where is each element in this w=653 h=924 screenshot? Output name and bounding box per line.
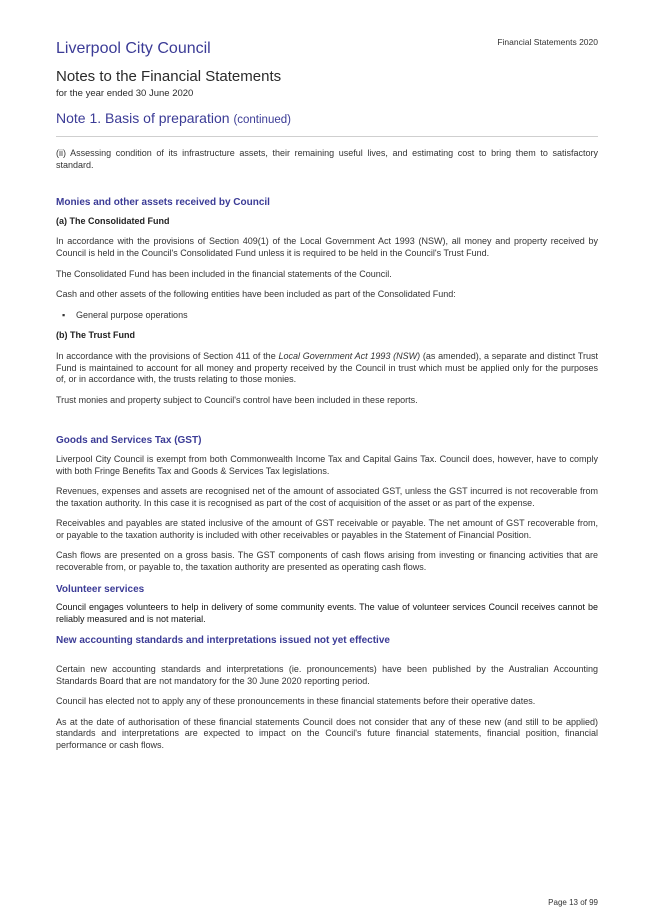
gst-paragraph-4: Cash flows are presented on a gross basis. The GST components of cash flows arising from investing or financing activities that are recoverable from, or payable to, the taxation authority are presented as operating cash flows. xyxy=(56,550,598,573)
trust-paragraph-2: Trust monies and property subject to Council's control have been included in these reports. xyxy=(56,394,418,405)
page-number: Page 13 of 99 xyxy=(548,898,598,907)
intro-paragraph: (ii) Assessing condition of its infrastructure assets, their remaining useful lives, and estimating cost to bring them to satisfactory standard. xyxy=(56,148,598,170)
document-label: Financial Statements 2020 xyxy=(497,37,598,47)
note-title-text: Note 1. Basis of preparation xyxy=(56,110,230,126)
standards-paragraph-2: Council has elected not to apply any of these pronouncements in these financial statements before their operative dates. xyxy=(56,696,536,707)
standards-paragraph-3: As at the date of authorisation of these financial statements Council does not consider that any of these new (and still to be applied) standards and interpretations are expected to impact on the Council's future financial statements, financial position, financial performance or cash flows. xyxy=(56,716,598,750)
consolidated-paragraph-2: The Consolidated Fund has been included in the financial statements of the Council. xyxy=(56,268,392,279)
monies-heading: Monies and other assets received by Council xyxy=(56,197,270,209)
consolidated-paragraph-3: Cash and other assets of the following entities have been included as part of the Consolidated Fund: xyxy=(56,289,456,300)
notes-title: Notes to the Financial Statements xyxy=(56,68,282,85)
page-content xyxy=(56,148,598,752)
trust-text-b: (as amended), a separate and distinct Trust Fund is maintained to account for all money and property received by the Council in trust which must be applied only for the purposes of, or in accordance with, the trusts relating to those monies. xyxy=(56,350,598,385)
consolidated-fund-heading: (a) The Consolidated Fund xyxy=(56,215,170,226)
gst-paragraph-3: Receivables and payables are stated inclusive of the amount of GST receivable or payable. The net amount of GST recoverable from, or payable to the taxation authority is included with other receivables or payables in the Statement of Financial Position. xyxy=(56,518,598,540)
note-title xyxy=(56,110,291,126)
header-divider xyxy=(56,136,598,137)
act-reference: Local Government Act 1993 (NSW) xyxy=(278,350,421,361)
volunteer-heading: Volunteer services xyxy=(56,583,145,595)
gst-heading: Goods and Services Tax (GST) xyxy=(56,435,202,447)
volunteer-paragraph: Council engages volunteers to help in delivery of some community events. The value of volunteer services Council receives cannot be reliably measured and is not material. xyxy=(56,602,598,624)
gst-paragraph-1: Liverpool City Council is exempt from both Commonwealth Income Tax and Capital Gains Tax. Council does, however, have to comply with both Fringe Benefits Tax and Goods & Services Tax legislations. xyxy=(56,453,598,476)
reporting-period: for the year ended 30 June 2020 xyxy=(56,88,194,99)
standards-heading: New accounting standards and interpretations issued not yet effective xyxy=(56,635,390,647)
gst-paragraph-2: Revenues, expenses and assets are recognised net of the amount of associated GST, unless the GST incurred is not recoverable from the taxation authority. In this case it is recognised as part of the cost of acquisition of the asset or as part of the expense. xyxy=(56,486,598,508)
list-item xyxy=(56,310,598,322)
trust-fund-heading: (b) The Trust Fund xyxy=(56,330,135,341)
council-name: Liverpool City Council xyxy=(56,40,211,57)
consolidated-paragraph-1: In accordance with the provisions of Section 409(1) of the Local Government Act 1993 (NSW), all money and property received by Council is held in the Council's Consolidated Fund unless it is required to be held in the Council's Trust Fund. xyxy=(56,236,598,258)
trust-text-a: In accordance with the provisions of Section 411 of the xyxy=(56,350,279,361)
bullet-icon: ▪ xyxy=(62,309,66,320)
list-item-text: General purpose operations xyxy=(76,309,188,320)
standards-paragraph-1: Certain new accounting standards and interpretations (ie. pronouncements) have been published by the Australian Accounting Standards Board that are not mandatory for the 30 June 2020 reporting period. xyxy=(56,664,598,686)
trust-paragraph-1 xyxy=(56,351,598,386)
note-continued: (continued) xyxy=(233,114,291,126)
